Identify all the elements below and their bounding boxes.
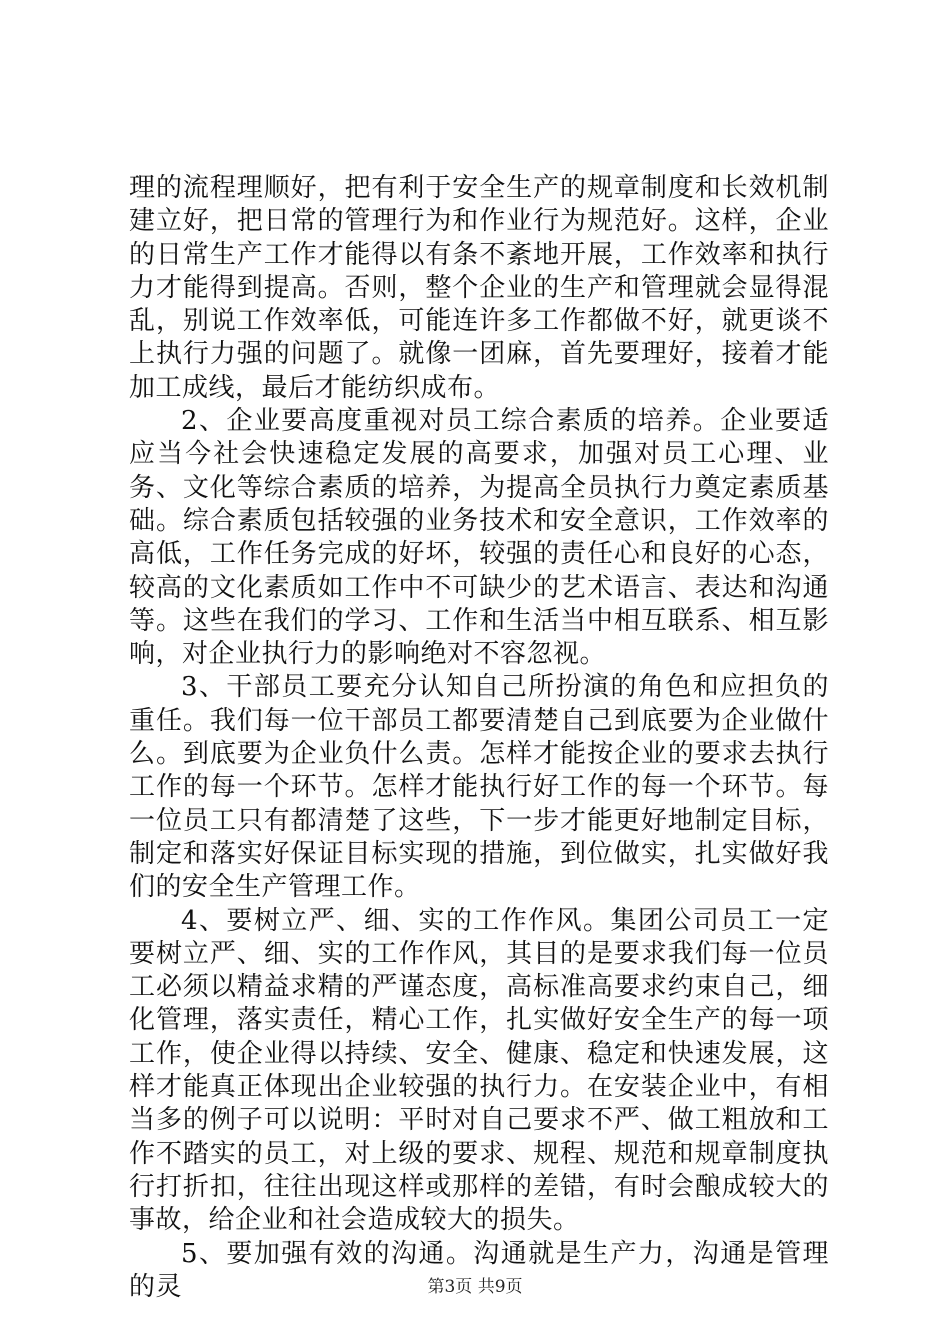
paragraph-continuation: 理的流程理顺好，把有利于安全生产的规章制度和长效机制建立好，把日常的管理行为和作业行为规范好。这样，企业的日常生产工作才能得以有条不紊地开展，工作效率和执行力才能得到提高。否则，整个企业的生产和管理就会显得混乱，别说工作效率低，可能连许多工作都做不好，就更谈不上执行力强的问题了。就像一团麻，首先要理好，接着才能加工成线，最后才能纺织成布。 xyxy=(129,173,829,403)
paragraph-item-4: 4、要树立严、细、实的工作作风。集团公司员工一定要树立严、细、实的工作作风，其目的是要求我们每一位员工必须以精益求精的严谨态度，高标准高要求约束自己，细化管理，落实责任，精心工作，扎实做好安全生产的每一项工作，使企业得以持续、安全、健康、稳定和快速发展，这样才能真正体现出企业较强的执行力。在安装企业中，有相当多的例子可以说明：平时对自己要求不严、做工粗放和工作不踏实的员工，对上级的要求、规程、规范和规章制度执行打折扣，往往出现这样或那样的差错，有时会酿成较大的事故，给企业和社会造成较大的损失。 xyxy=(129,905,829,1236)
paragraph-item-3: 3、干部员工要充分认知自己所扮演的角色和应担负的重任。我们每一位干部员工都要清楚自己到底要为企业做什么。到底要为企业负什么责。怎样才能按企业的要求去执行工作的每一个环节。怎样才能执行好工作的每一个环节。每一位员工只有都清楚了这些，下一步才能更好地制定目标，制定和落实好保证目标实现的措施，到位做实，扎实做好我们的安全生产管理工作。 xyxy=(129,672,829,903)
paragraph-item-2: 2、企业要高度重视对员工综合素质的培养。企业要适应当今社会快速稳定发展的高要求，加强对员工心理、业务、文化等综合素质的培养，为提高全员执行力奠定素质基础。综合素质包括较强的业务技术和安全意识，工作效率的高低，工作任务完成的好坏，较强的责任心和良好的心态，较高的文化素质如工作中不可缺少的艺术语言、表达和沟通等。这些在我们的学习、工作和生活当中相互联系、相互影响，对企业执行力的影响绝对不容忽视。 xyxy=(129,406,829,670)
page-footer: 第3页 共9页 xyxy=(427,1277,523,1297)
document-body xyxy=(129,172,829,1304)
paragraph-item-5: 5、要加强有效的沟通。沟通就是生产力，沟通是管理的灵 xyxy=(129,1238,829,1302)
